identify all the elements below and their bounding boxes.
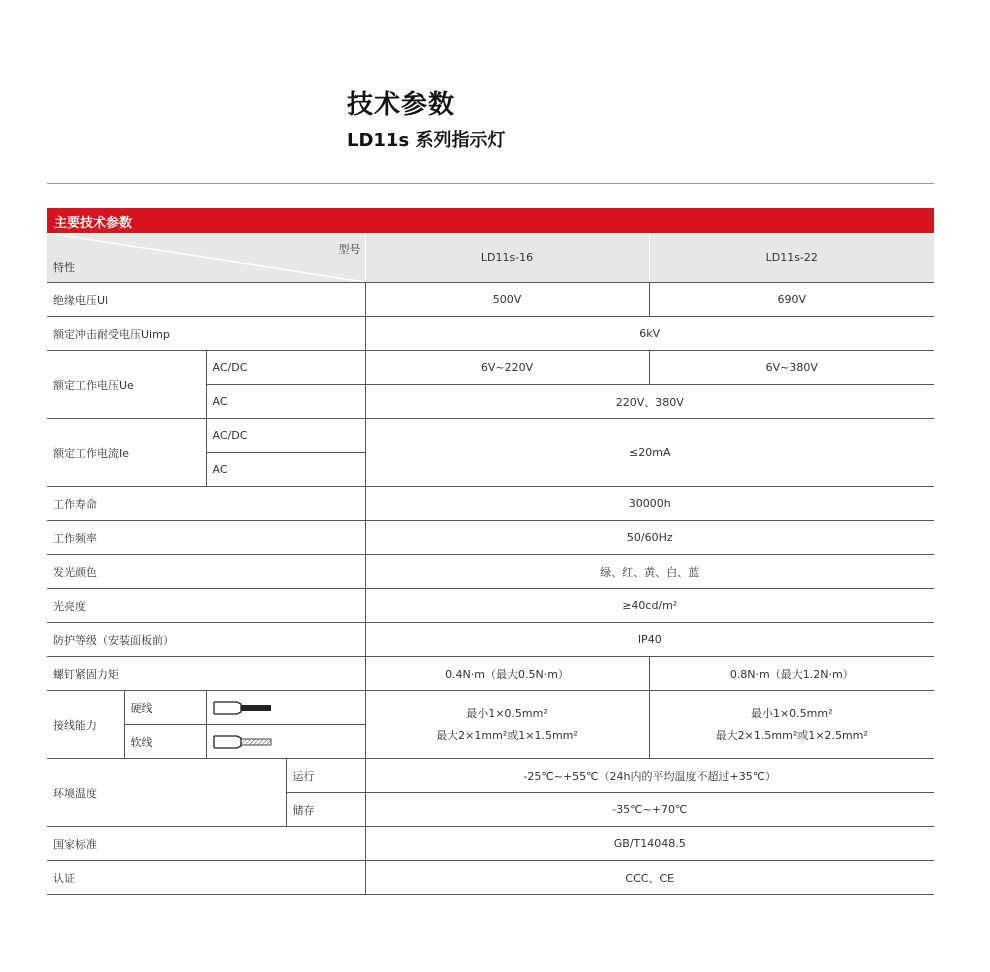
table-row	[47, 623, 934, 657]
cell-value: 6V~220V	[365, 351, 649, 385]
solid-wire-icon	[213, 700, 275, 716]
cell-value: 绿、红、黄、白、蓝	[365, 555, 934, 589]
diagonal-line	[47, 233, 365, 282]
cell-value: 0.8N·m（最大1.2N·m）	[649, 657, 934, 691]
row-label: 发光颜色	[47, 555, 365, 589]
row-label: 额定工作电流Ie	[47, 419, 206, 487]
corner-model-label: 型号	[338, 243, 361, 256]
model-header-22: LD11s-22	[649, 233, 934, 283]
cell-value: GB/T14048.5	[365, 827, 934, 861]
row-label: 工作频率	[47, 521, 365, 555]
table-row	[47, 555, 934, 589]
section-header	[47, 208, 934, 233]
sub-label: AC	[206, 453, 365, 487]
cell-value: 30000h	[365, 487, 934, 521]
row-label: 认证	[47, 861, 365, 895]
model-header-16: LD11s-16	[365, 233, 649, 283]
cell-value	[365, 691, 649, 759]
table-row	[47, 419, 934, 453]
wire-min-22: 最小1×0.5mm²	[750, 706, 833, 720]
row-label: 光亮度	[47, 589, 365, 623]
table-row	[47, 827, 934, 861]
cell-value: ≤20mA	[365, 419, 934, 487]
table-row	[47, 283, 934, 317]
table-row	[47, 317, 934, 351]
table-row	[47, 487, 934, 521]
row-label: 工作寿命	[47, 487, 365, 521]
cell-value: -25℃~+55℃（24h内的平均温度不超过+35℃）	[365, 759, 934, 793]
cell-value: CCC、CE	[365, 861, 934, 895]
cell-value: ≥40cd/m²	[365, 589, 934, 623]
wire-icon-cell	[206, 725, 365, 759]
corner-feature-label: 特性	[53, 261, 75, 274]
sub-label: AC/DC	[206, 419, 365, 453]
row-label: 额定冲击耐受电压Uimp	[47, 317, 365, 351]
table-row	[47, 691, 934, 725]
row-label: 国家标准	[47, 827, 365, 861]
row-label: 绝缘电压Ui	[47, 283, 365, 317]
wire-min-16: 最小1×0.5mm²	[466, 706, 548, 720]
cell-value: 6V~380V	[649, 351, 934, 385]
corner-cell	[47, 233, 365, 283]
cell-value: 6kV	[365, 317, 934, 351]
cell-value: 220V、380V	[365, 385, 934, 419]
table-row	[47, 861, 934, 895]
spec-table	[47, 233, 934, 895]
cell-value: IP40	[365, 623, 934, 657]
table-row	[47, 657, 934, 691]
sub-label: AC/DC	[206, 351, 365, 385]
row-label: 防护等级（安装面板前）	[47, 623, 365, 657]
table-row	[47, 351, 934, 385]
sub-label: 储存	[286, 793, 365, 827]
cell-value: 0.4N·m（最大0.5N·m）	[365, 657, 649, 691]
cell-value: -35℃~+70℃	[365, 793, 934, 827]
cell-value	[649, 691, 934, 759]
row-label: 接线能力	[47, 691, 124, 759]
top-divider	[47, 183, 934, 184]
sub-label: 硬线	[124, 691, 206, 725]
row-label: 环境温度	[47, 759, 286, 827]
cell-value: 500V	[365, 283, 649, 317]
page-title: 技术参数	[347, 90, 456, 120]
row-label: 额定工作电压Ue	[47, 351, 206, 419]
sub-label: AC	[206, 385, 365, 419]
wire-icon-cell	[206, 691, 365, 725]
table-row	[47, 521, 934, 555]
table-header-row	[47, 233, 934, 283]
section-title: 主要技术参数	[54, 216, 133, 231]
cell-value: 50/60Hz	[365, 521, 934, 555]
wire-max-16: 最大2×1mm²或1×1.5mm²	[436, 728, 578, 742]
row-label: 螺钉紧固力矩	[47, 657, 365, 691]
sub-label: 运行	[286, 759, 365, 793]
cell-value: 690V	[649, 283, 934, 317]
table-row	[47, 589, 934, 623]
table-row	[47, 759, 934, 793]
stranded-wire-icon	[213, 734, 275, 750]
sub-label: 软线	[124, 725, 206, 759]
wire-max-22: 最大2×1.5mm²或1×2.5mm²	[715, 728, 868, 742]
page-subtitle: LD11s 系列指示灯	[347, 130, 506, 151]
